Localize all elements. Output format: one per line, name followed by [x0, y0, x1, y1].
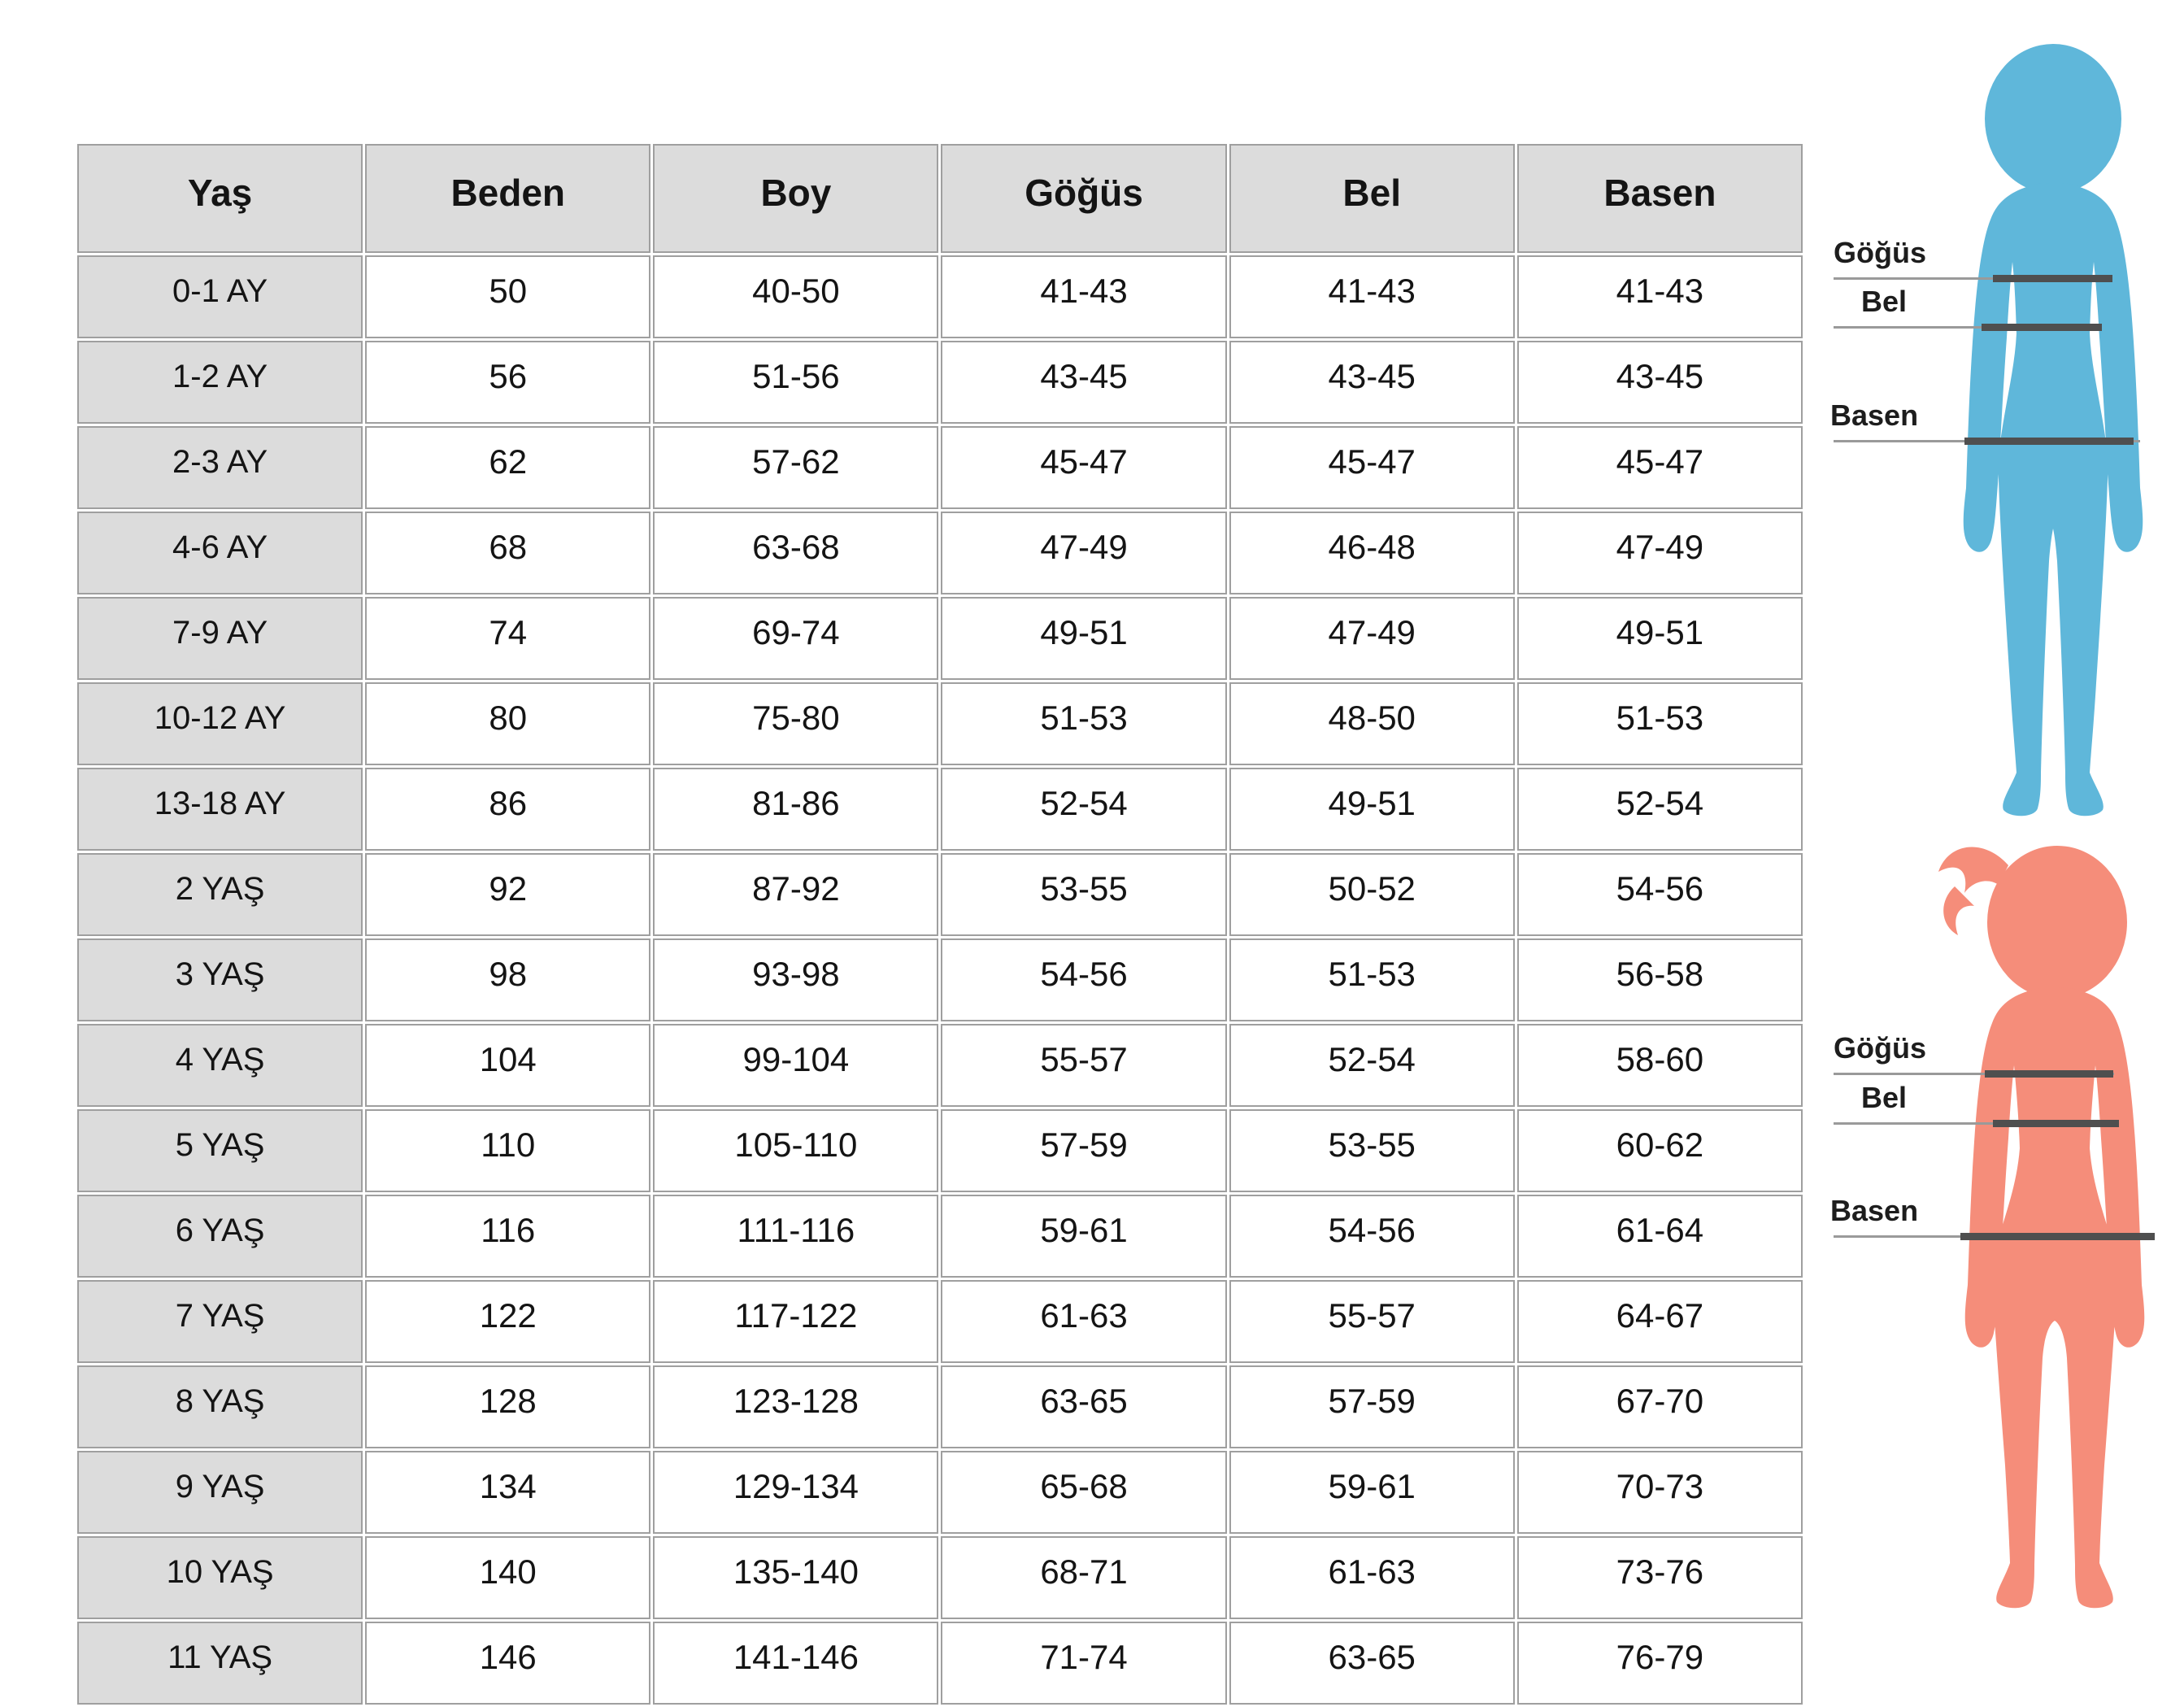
basen-cell: 51-53 — [1517, 682, 1803, 765]
basen-cell: 58-60 — [1517, 1024, 1803, 1107]
boy-cell: 111-116 — [653, 1195, 938, 1278]
col-header-bel: Bel — [1229, 144, 1515, 253]
table-row — [77, 1451, 1803, 1534]
basen-cell: 70-73 — [1517, 1451, 1803, 1534]
gogus-cell: 61-63 — [941, 1280, 1226, 1363]
basen-cell: 76-79 — [1517, 1622, 1803, 1705]
bel-cell: 49-51 — [1229, 768, 1515, 851]
header-row — [77, 144, 1803, 253]
bel-cell: 53-55 — [1229, 1109, 1515, 1192]
table-row — [77, 426, 1803, 509]
gogus-cell: 63-65 — [941, 1365, 1226, 1448]
beden-cell: 104 — [365, 1024, 650, 1107]
girl-gogus-label: Göğüs — [1834, 1031, 1926, 1065]
girl-chest-measure-line — [1985, 1070, 2113, 1078]
bel-cell: 47-49 — [1229, 597, 1515, 680]
table-row — [77, 597, 1803, 680]
beden-cell: 62 — [365, 426, 650, 509]
beden-cell: 98 — [365, 938, 650, 1021]
boy-gogus-label: Göğüs — [1834, 236, 1926, 269]
gogus-cell: 52-54 — [941, 768, 1226, 851]
boy-cell: 93-98 — [653, 938, 938, 1021]
boy-cell: 63-68 — [653, 512, 938, 594]
girl-figure — [1921, 831, 2164, 1617]
basen-cell: 60-62 — [1517, 1109, 1803, 1192]
table-row — [77, 1622, 1803, 1705]
bel-cell: 54-56 — [1229, 1195, 1515, 1278]
boy-cell: 117-122 — [653, 1280, 938, 1363]
boy-cell: 69-74 — [653, 597, 938, 680]
boy-cell: 81-86 — [653, 768, 938, 851]
boy-cell: 99-104 — [653, 1024, 938, 1107]
age-cell: 10 YAŞ — [77, 1536, 363, 1619]
age-cell: 2 YAŞ — [77, 853, 363, 936]
gogus-cell: 43-45 — [941, 341, 1226, 424]
beden-cell: 50 — [365, 255, 650, 338]
gogus-cell: 71-74 — [941, 1622, 1226, 1705]
col-header-basen: Basen — [1517, 144, 1803, 253]
table-row — [77, 512, 1803, 594]
basen-cell: 54-56 — [1517, 853, 1803, 936]
basen-cell: 56-58 — [1517, 938, 1803, 1021]
girl-bel-label: Bel — [1861, 1081, 1908, 1114]
bel-cell: 51-53 — [1229, 938, 1515, 1021]
basen-cell: 52-54 — [1517, 768, 1803, 851]
age-cell: 10-12 AY — [77, 682, 363, 765]
beden-cell: 134 — [365, 1451, 650, 1534]
beden-cell: 74 — [365, 597, 650, 680]
girl-basen-label: Basen — [1830, 1194, 1919, 1227]
gogus-cell: 41-43 — [941, 255, 1226, 338]
boy-cell: 105-110 — [653, 1109, 938, 1192]
gogus-cell: 49-51 — [941, 597, 1226, 680]
bel-cell: 52-54 — [1229, 1024, 1515, 1107]
age-cell: 4 YAŞ — [77, 1024, 363, 1107]
basen-cell: 61-64 — [1517, 1195, 1803, 1278]
age-cell: 13-18 AY — [77, 768, 363, 851]
boy-cell: 123-128 — [653, 1365, 938, 1448]
beden-cell: 92 — [365, 853, 650, 936]
age-cell: 7 YAŞ — [77, 1280, 363, 1363]
gogus-cell: 55-57 — [941, 1024, 1226, 1107]
basen-cell: 64-67 — [1517, 1280, 1803, 1363]
basen-cell: 67-70 — [1517, 1365, 1803, 1448]
age-cell: 2-3 AY — [77, 426, 363, 509]
boy-cell: 40-50 — [653, 255, 938, 338]
boy-cell: 129-134 — [653, 1451, 938, 1534]
gogus-cell: 53-55 — [941, 853, 1226, 936]
boy-cell: 51-56 — [653, 341, 938, 424]
girl-hip-measure-line — [1960, 1233, 2155, 1240]
age-cell: 3 YAŞ — [77, 938, 363, 1021]
bel-cell: 63-65 — [1229, 1622, 1515, 1705]
table-row — [77, 682, 1803, 765]
size-table-header — [77, 144, 1803, 253]
gogus-cell: 45-47 — [941, 426, 1226, 509]
table-row — [77, 1280, 1803, 1363]
table-row — [77, 853, 1803, 936]
gogus-cell: 57-59 — [941, 1109, 1226, 1192]
basen-cell: 41-43 — [1517, 255, 1803, 338]
beden-cell: 68 — [365, 512, 650, 594]
boy-cell: 135-140 — [653, 1536, 938, 1619]
beden-cell: 80 — [365, 682, 650, 765]
bel-cell: 61-63 — [1229, 1536, 1515, 1619]
boy-bel-label: Bel — [1861, 285, 1908, 318]
age-cell: 6 YAŞ — [77, 1195, 363, 1278]
table-row — [77, 1536, 1803, 1619]
basen-cell: 47-49 — [1517, 512, 1803, 594]
col-header-yas: Yaş — [77, 144, 363, 253]
age-cell: 11 YAŞ — [77, 1622, 363, 1705]
boy-figure — [1953, 41, 2153, 821]
bel-cell: 57-59 — [1229, 1365, 1515, 1448]
basen-cell: 73-76 — [1517, 1536, 1803, 1619]
beden-cell: 122 — [365, 1280, 650, 1363]
bel-cell: 48-50 — [1229, 682, 1515, 765]
age-cell: 5 YAŞ — [77, 1109, 363, 1192]
gogus-cell: 51-53 — [941, 682, 1226, 765]
age-cell: 9 YAŞ — [77, 1451, 363, 1534]
gogus-cell: 59-61 — [941, 1195, 1226, 1278]
beden-cell: 110 — [365, 1109, 650, 1192]
beden-cell: 140 — [365, 1536, 650, 1619]
table-row — [77, 1365, 1803, 1448]
boy-basen-label: Basen — [1830, 398, 1919, 432]
table-row — [77, 1195, 1803, 1278]
boy-waist-measure-line — [1982, 324, 2102, 331]
gogus-cell: 65-68 — [941, 1451, 1226, 1534]
bel-cell: 46-48 — [1229, 512, 1515, 594]
beden-cell: 56 — [365, 341, 650, 424]
beden-cell: 116 — [365, 1195, 650, 1278]
age-cell: 7-9 AY — [77, 597, 363, 680]
gogus-cell: 68-71 — [941, 1536, 1226, 1619]
table-row — [77, 768, 1803, 851]
bel-cell: 55-57 — [1229, 1280, 1515, 1363]
gogus-cell: 54-56 — [941, 938, 1226, 1021]
bel-cell: 41-43 — [1229, 255, 1515, 338]
basen-cell: 43-45 — [1517, 341, 1803, 424]
bel-cell: 45-47 — [1229, 426, 1515, 509]
age-cell: 1-2 AY — [77, 341, 363, 424]
table-row — [77, 938, 1803, 1021]
table-row — [77, 255, 1803, 338]
beden-cell: 146 — [365, 1622, 650, 1705]
boy-chest-measure-line — [1993, 275, 2112, 282]
bel-cell: 59-61 — [1229, 1451, 1515, 1534]
size-table — [75, 142, 1805, 1707]
table-row — [77, 1109, 1803, 1192]
basen-cell: 49-51 — [1517, 597, 1803, 680]
col-header-beden: Beden — [365, 144, 650, 253]
col-header-gogus: Göğüs — [941, 144, 1226, 253]
boy-hip-measure-line — [1964, 438, 2134, 445]
table-row — [77, 1024, 1803, 1107]
girl-waist-measure-line — [1993, 1120, 2119, 1127]
boy-cell: 141-146 — [653, 1622, 938, 1705]
table-row — [77, 341, 1803, 424]
boy-cell: 87-92 — [653, 853, 938, 936]
basen-cell: 45-47 — [1517, 426, 1803, 509]
age-cell: 0-1 AY — [77, 255, 363, 338]
boy-cell: 57-62 — [653, 426, 938, 509]
age-cell: 4-6 AY — [77, 512, 363, 594]
size-table-body — [77, 255, 1803, 1705]
age-cell: 8 YAŞ — [77, 1365, 363, 1448]
col-header-boy: Boy — [653, 144, 938, 253]
boy-cell: 75-80 — [653, 682, 938, 765]
bel-cell: 43-45 — [1229, 341, 1515, 424]
beden-cell: 128 — [365, 1365, 650, 1448]
bel-cell: 50-52 — [1229, 853, 1515, 936]
gogus-cell: 47-49 — [941, 512, 1226, 594]
beden-cell: 86 — [365, 768, 650, 851]
